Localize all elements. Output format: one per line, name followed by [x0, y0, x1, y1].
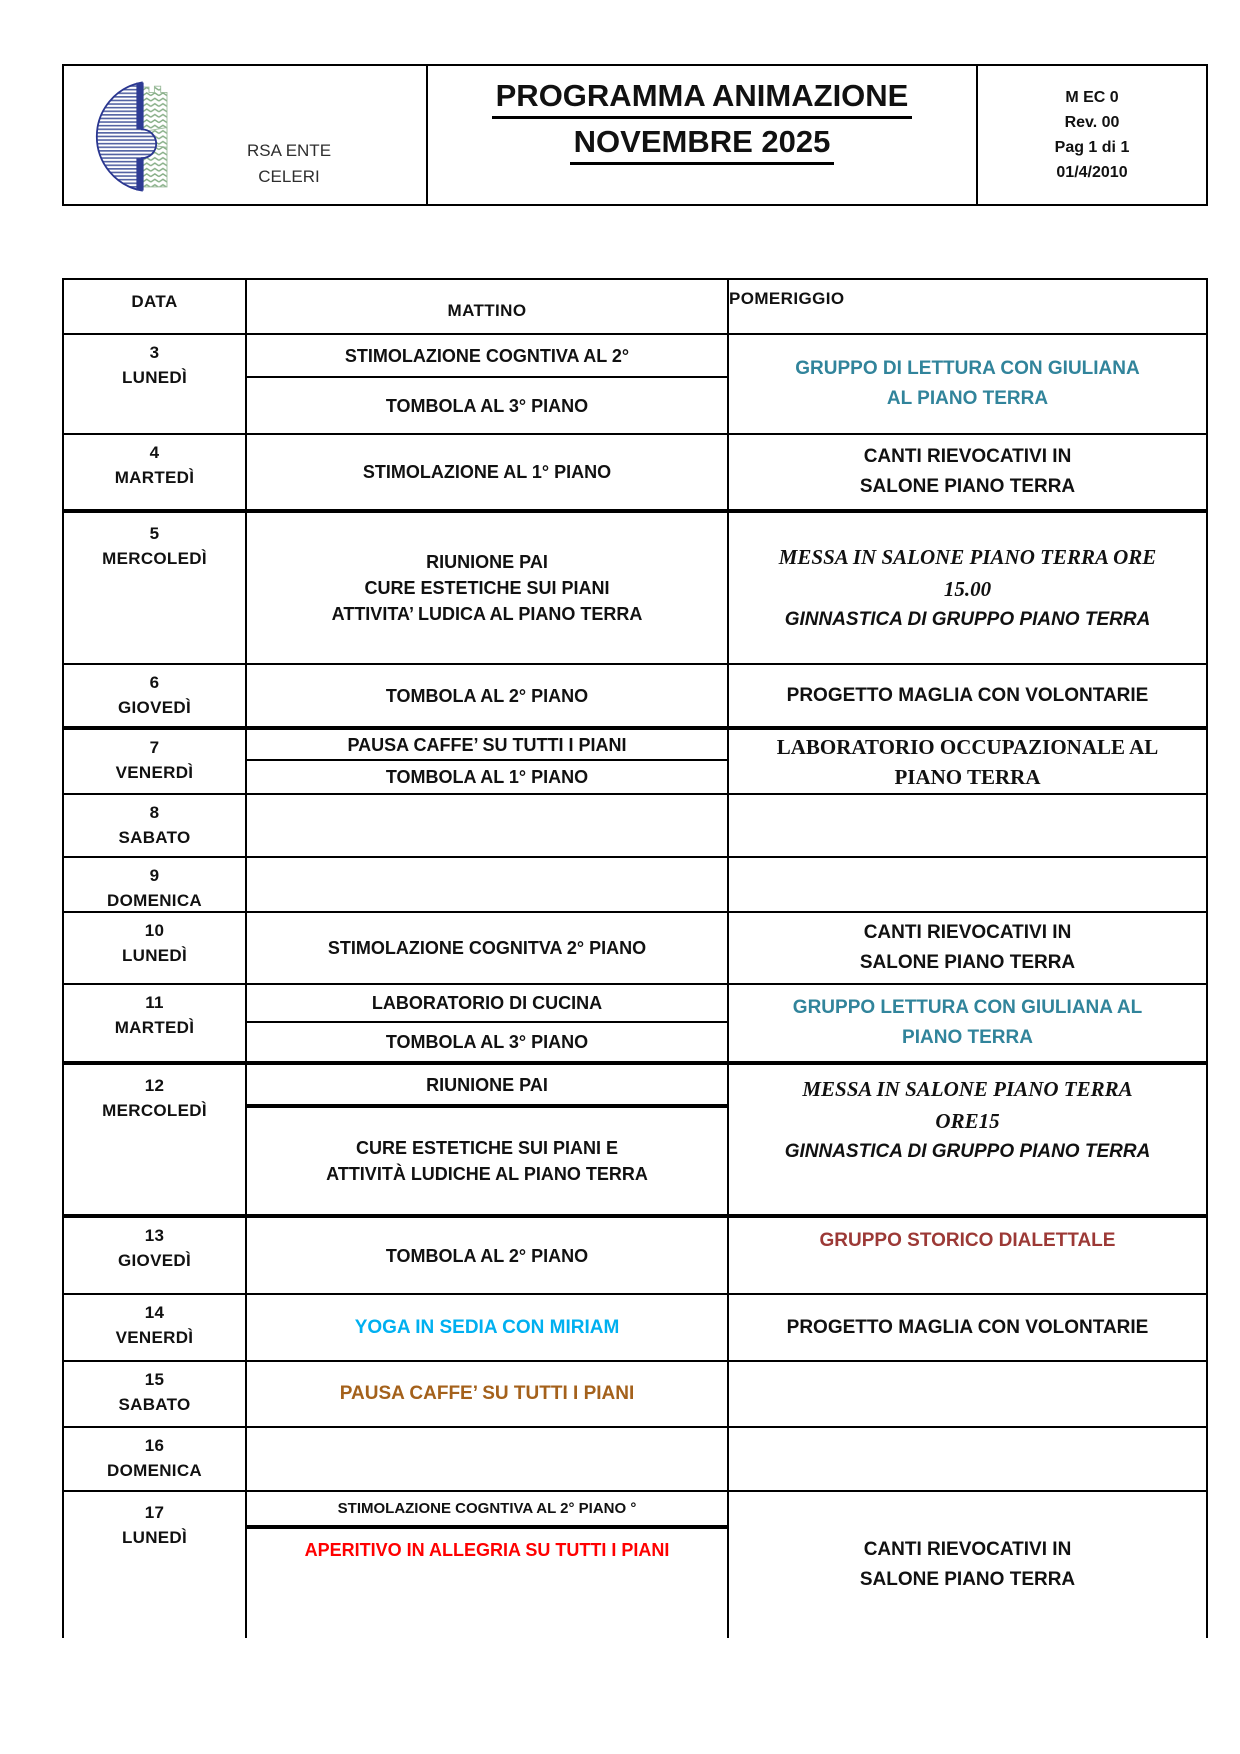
- doc-revision: Rev. 00: [1064, 114, 1120, 131]
- activity-text: YOGA IN SEDIA CON MIRIAM: [354, 1316, 620, 1338]
- pomeriggio-cell: [729, 1492, 1206, 1638]
- activity-text: APERITIVO IN ALLEGRIA SU TUTTI I PIANI: [304, 1540, 670, 1560]
- day-number: 9: [149, 866, 160, 885]
- activity-text: PAUSA CAFFE’ SU TUTTI I PIANI: [347, 734, 627, 755]
- activity-text: MESSA IN SALONE PIANO TERRA: [802, 1077, 1133, 1101]
- activity-text: TOMBOLA AL 3° PIANO: [385, 1032, 589, 1052]
- activity-text: GRUPPO LETTURA CON GIULIANA AL: [792, 997, 1143, 1018]
- mattino-cell: [247, 1218, 729, 1293]
- pomeriggio-cell: [729, 513, 1206, 663]
- table-row-day-16: [64, 1426, 1206, 1490]
- document-header: [62, 64, 1208, 206]
- empty-mattino-segment: [247, 858, 727, 911]
- day-number: 8: [149, 803, 160, 822]
- organization-name: [214, 138, 364, 190]
- date-cell: [64, 1065, 247, 1214]
- mattino-cell: [247, 1065, 729, 1214]
- activity-text: PIANO TERRA: [902, 1027, 1033, 1048]
- mattino-segment: [247, 1065, 727, 1104]
- doc-code: M EC 0: [1065, 89, 1119, 106]
- day-name: VENERDÌ: [115, 1328, 194, 1347]
- activity-text: TOMBOLA AL 2° PIANO: [385, 1245, 589, 1266]
- day-name: MARTEDÌ: [114, 1018, 195, 1037]
- mattino-segment: [247, 1362, 727, 1426]
- table-row-day-3: [64, 333, 1206, 433]
- activity-text: SALONE PIANO TERRA: [859, 476, 1076, 497]
- pomeriggio-cell: [729, 1065, 1206, 1214]
- activity-text: LABORATORIO DI CUCINA: [371, 993, 603, 1013]
- pomeriggio-cell: [729, 665, 1206, 726]
- activity-text: ATTIVITA’ LUDICA AL PIANO TERRA: [331, 604, 643, 624]
- day-name: MERCOLEDÌ: [102, 1101, 207, 1120]
- day-number: 12: [144, 1076, 165, 1095]
- pomeriggio-cell: [729, 913, 1206, 983]
- mattino-segment: [247, 376, 727, 433]
- date-cell: [64, 335, 247, 433]
- activity-text: SALONE PIANO TERRA: [859, 952, 1076, 973]
- day-number: 3: [149, 343, 160, 362]
- day-number: 16: [144, 1436, 165, 1455]
- date-cell: [64, 1295, 247, 1360]
- mattino-segment: [247, 1295, 727, 1360]
- column-header-data: DATA: [64, 280, 247, 333]
- day-name: MERCOLEDÌ: [102, 549, 207, 568]
- activity-text: PROGETTO MAGLIA CON VOLONTARIE: [786, 684, 1149, 706]
- day-name: LUNEDÌ: [121, 946, 188, 965]
- doc-info-section: [978, 66, 1206, 204]
- table-header-row: [64, 280, 1206, 333]
- mattino-cell: [247, 335, 729, 433]
- mattino-cell: [247, 665, 729, 726]
- activity-text: PROGETTO MAGLIA CON VOLONTARIE: [786, 1316, 1149, 1338]
- date-cell: [64, 1362, 247, 1426]
- column-header-pomeriggio: POMERIGGIO: [729, 289, 845, 308]
- mattino-cell: [247, 513, 729, 663]
- day-name: VENERDÌ: [115, 763, 194, 782]
- table-row-day-13: [64, 1214, 1206, 1293]
- activity-text: CURE ESTETICHE SUI PIANI E: [355, 1138, 619, 1158]
- mattino-segment: [247, 759, 727, 793]
- mattino-cell: [247, 435, 729, 509]
- activity-text: STIMOLAZIONE COGNTIVA AL 2°: [344, 345, 630, 366]
- table-row-day-14: [64, 1293, 1206, 1360]
- pomeriggio-cell: [729, 1295, 1206, 1360]
- date-cell: [64, 795, 247, 856]
- pomeriggio-cell: [729, 985, 1206, 1061]
- activity-text: GINNASTICA DI GRUPPO PIANO TERRA: [784, 1141, 1151, 1162]
- day-name: SABATO: [118, 828, 191, 847]
- day-name: GIOVEDÌ: [118, 698, 191, 717]
- mattino-cell: [247, 730, 729, 793]
- title-section: [428, 66, 978, 204]
- mattino-cell: [247, 1428, 729, 1490]
- day-number: 10: [144, 921, 165, 940]
- table-row-day-17: [64, 1490, 1206, 1638]
- mattino-cell: [247, 1492, 729, 1638]
- empty-mattino-segment: [247, 1428, 727, 1490]
- activity-text: STIMOLAZIONE COGNITVA 2° PIANO: [327, 938, 647, 958]
- mattino-segment: [247, 1492, 727, 1525]
- activity-text: ATTIVITÀ LUDICHE AL PIANO TERRA: [326, 1164, 648, 1184]
- day-number: 15: [144, 1370, 165, 1389]
- activity-text: CURE ESTETICHE SUI PIANI: [364, 578, 610, 598]
- pomeriggio-cell: [729, 1218, 1206, 1293]
- activity-text: PAUSA CAFFE’ SU TUTTI I PIANI: [339, 1383, 635, 1404]
- activity-text: GINNASTICA DI GRUPPO PIANO TERRA: [784, 609, 1151, 630]
- day-number: 4: [149, 443, 160, 462]
- activity-text: MESSA IN SALONE PIANO TERRA ORE: [778, 545, 1157, 569]
- date-cell: [64, 1218, 247, 1293]
- doc-pagination: Pag 1 di 1: [1054, 139, 1130, 156]
- date-cell: [64, 513, 247, 663]
- table-row-day-6: [64, 663, 1206, 726]
- day-number: 13: [144, 1226, 165, 1245]
- empty-mattino-segment: [247, 795, 727, 856]
- day-number: 11: [145, 993, 164, 1012]
- day-name: DOMENICA: [107, 891, 202, 910]
- activity-text: TOMBOLA AL 3° PIANO: [385, 395, 589, 416]
- activity-text: TOMBOLA AL 1° PIANO: [385, 767, 589, 787]
- mattino-cell: [247, 795, 729, 856]
- mattino-cell: [247, 858, 729, 911]
- day-name: GIOVEDÌ: [118, 1251, 191, 1270]
- document-title-line2: NOVEMBRE 2025: [570, 125, 835, 165]
- activity-text: RIUNIONE PAI: [426, 1074, 548, 1095]
- doc-date: 01/4/2010: [1056, 164, 1128, 181]
- pomeriggio-cell: [729, 795, 1206, 856]
- mattino-cell: [247, 1295, 729, 1360]
- date-cell: [64, 858, 247, 911]
- activity-text: SALONE PIANO TERRA: [859, 1569, 1076, 1590]
- table-row-day-9: [64, 856, 1206, 911]
- schedule-table: [62, 278, 1208, 1638]
- day-number: 7: [149, 738, 160, 757]
- organization-name-line1: RSA ENTE: [246, 141, 332, 160]
- day-name: MARTEDÌ: [114, 468, 195, 487]
- day-number: 6: [149, 673, 160, 692]
- mattino-segment: [247, 985, 727, 1021]
- mattino-segment: [247, 1104, 727, 1214]
- date-cell: [64, 1428, 247, 1490]
- mattino-segment: [247, 1525, 727, 1638]
- table-row-day-4: [64, 433, 1206, 509]
- day-number: 5: [149, 524, 160, 543]
- day-number: 17: [144, 1503, 165, 1522]
- pomeriggio-cell: [729, 1428, 1206, 1490]
- table-row-day-7: [64, 726, 1206, 793]
- activity-text: ORE15: [935, 1109, 1000, 1133]
- pomeriggio-cell: [729, 730, 1206, 793]
- mattino-segment: [247, 730, 727, 759]
- date-cell: [64, 1492, 247, 1638]
- activity-text: STIMOLAZIONE COGNTIVA AL 2° PIANO °: [337, 1499, 637, 1517]
- table-row-day-12: [64, 1061, 1206, 1214]
- day-name: DOMENICA: [107, 1461, 202, 1480]
- activity-text: RIUNIONE PAI: [426, 552, 548, 572]
- mattino-segment: [247, 513, 727, 663]
- pomeriggio-cell: [729, 1362, 1206, 1426]
- activity-text: 15.00: [943, 577, 992, 601]
- date-cell: [64, 985, 247, 1061]
- activity-text: CANTI RIEVOCATIVI IN: [863, 1539, 1072, 1560]
- mattino-segment: [247, 435, 727, 509]
- activity-text: CANTI RIEVOCATIVI IN: [863, 446, 1072, 467]
- mattino-segment: [247, 1021, 727, 1061]
- mattino-segment: [247, 913, 727, 983]
- date-cell: [64, 913, 247, 983]
- mattino-segment: [247, 335, 727, 376]
- pomeriggio-cell: [729, 435, 1206, 509]
- activity-text: CANTI RIEVOCATIVI IN: [863, 922, 1072, 943]
- day-name: LUNEDÌ: [121, 368, 188, 387]
- day-name: SABATO: [118, 1395, 191, 1414]
- activity-text: AL PIANO TERRA: [886, 388, 1049, 409]
- activity-text: STIMOLAZIONE AL 1° PIANO: [362, 462, 612, 482]
- organization-name-line2: CELERI: [258, 167, 320, 186]
- table-row-day-15: [64, 1360, 1206, 1426]
- pomeriggio-cell: [729, 335, 1206, 433]
- table-row-day-5: [64, 509, 1206, 663]
- day-number: 14: [144, 1303, 165, 1322]
- table-row-day-11: [64, 983, 1206, 1061]
- mattino-cell: [247, 1362, 729, 1426]
- pomeriggio-cell: [729, 858, 1206, 911]
- date-cell: [64, 730, 247, 793]
- mattino-cell: [247, 913, 729, 983]
- mattino-segment: [247, 1218, 727, 1293]
- activity-text: GRUPPO STORICO DIALETTALE: [819, 1230, 1116, 1251]
- mattino-segment: [247, 665, 727, 726]
- activity-text: PIANO TERRA: [894, 764, 1041, 789]
- rsa-ente-celeri-logo-icon: [86, 74, 221, 205]
- activity-text: TOMBOLA AL 2° PIANO: [385, 685, 589, 706]
- activity-text: LABORATORIO OCCUPAZIONALE AL: [776, 734, 1159, 759]
- column-header-mattino: MATTINO: [247, 280, 729, 333]
- table-row-day-8: [64, 793, 1206, 856]
- table-row-day-10: [64, 911, 1206, 983]
- date-cell: [64, 435, 247, 509]
- mattino-cell: [247, 985, 729, 1061]
- date-cell: [64, 665, 247, 726]
- day-name: LUNEDÌ: [121, 1528, 188, 1547]
- activity-text: GRUPPO DI LETTURA CON GIULIANA: [795, 358, 1140, 379]
- document-title-line1: PROGRAMMA ANIMAZIONE: [492, 79, 913, 119]
- logo-section: [64, 66, 428, 204]
